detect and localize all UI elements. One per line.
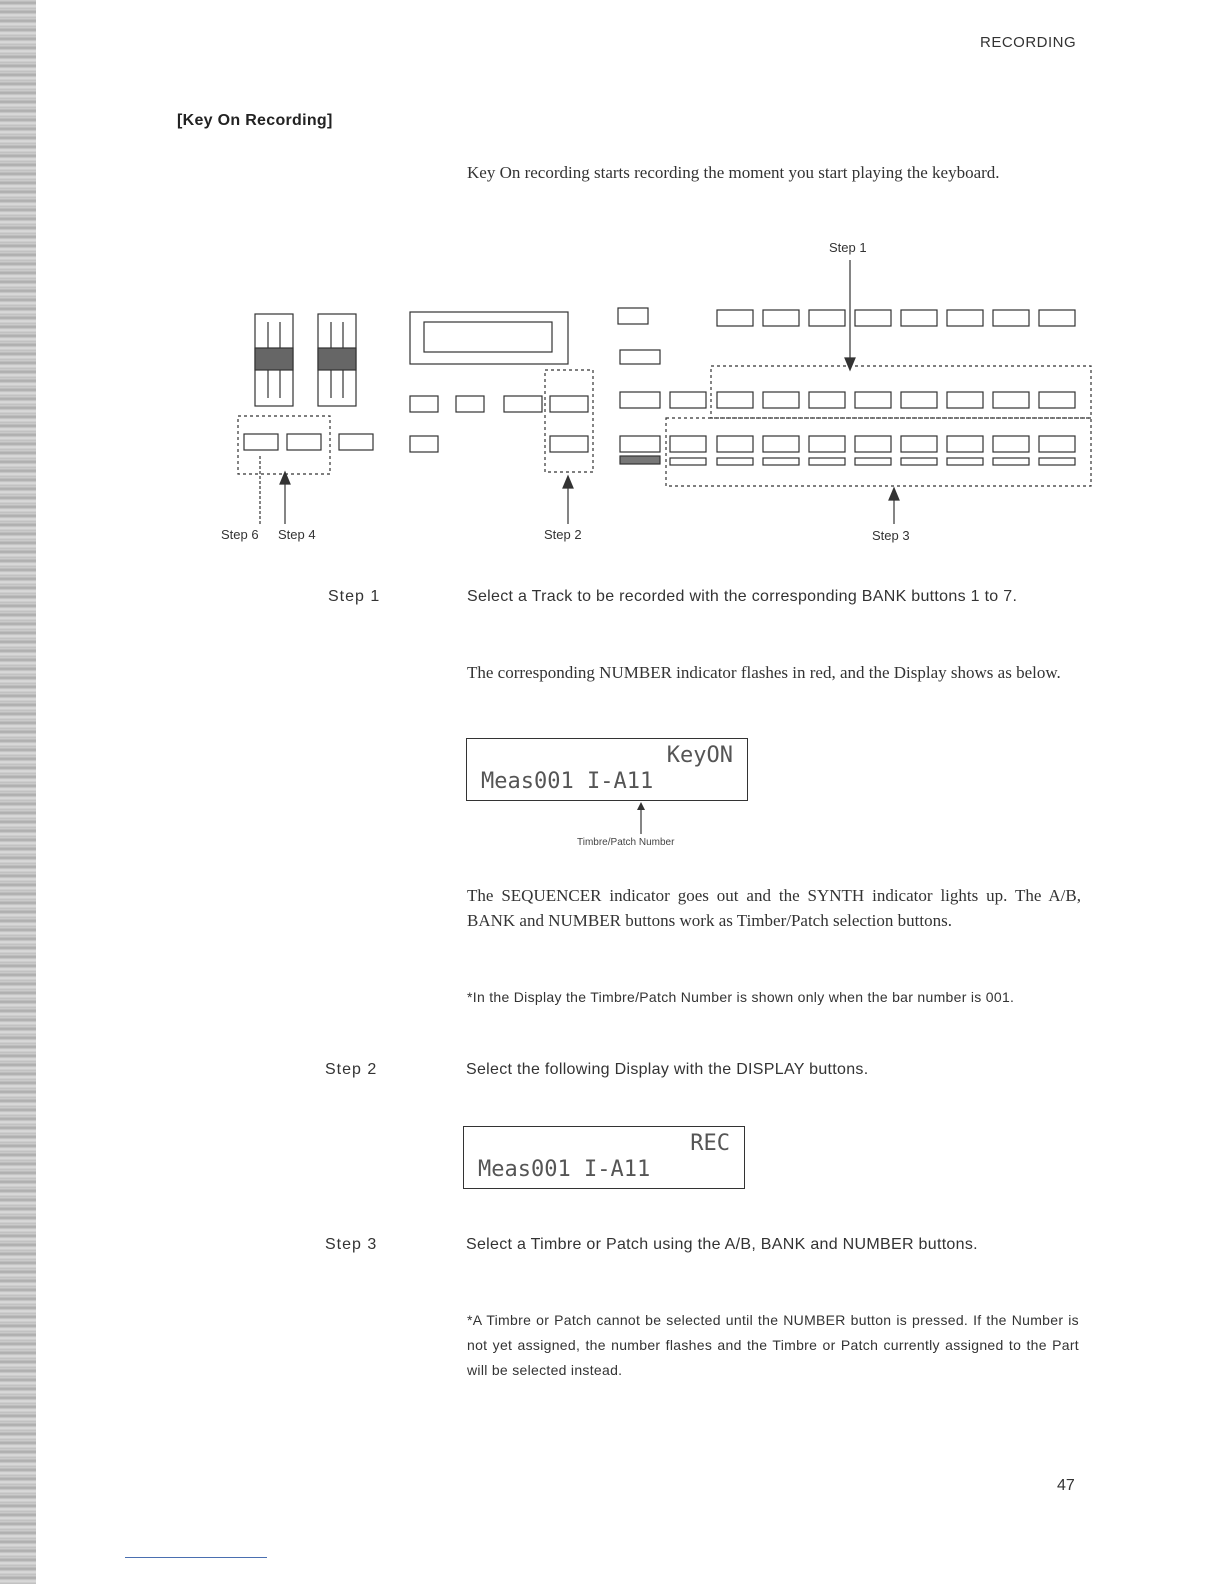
display-line-1: REC xyxy=(690,1131,730,1156)
front-panel-diagram xyxy=(200,232,1100,552)
display-line-2: Meas001 I-A11 xyxy=(478,1157,651,1182)
display-line-2: Meas001 I-A11 xyxy=(481,769,654,794)
step-1-instruction: Select a Track to be recorded with the corresponding BANK buttons 1 to 7. xyxy=(467,588,1018,605)
callout-step-4: Step 4 xyxy=(278,527,316,542)
display-caption: Timbre/Patch Number xyxy=(577,837,675,848)
footer-rule xyxy=(125,1557,267,1558)
value-slider xyxy=(318,314,356,406)
step-1-note: *In the Display the Timbre/Patch Number is shown only when the bar number is 001. xyxy=(467,989,1015,1005)
volume-slider xyxy=(255,314,293,406)
callout-step-2: Step 2 xyxy=(544,527,582,542)
callout-step-3: Step 3 xyxy=(872,528,910,543)
display-line-1: KeyON xyxy=(666,743,733,768)
display-keyon xyxy=(466,738,748,801)
section-title: [Key On Recording] xyxy=(177,112,333,129)
display-rec xyxy=(463,1126,745,1189)
scanned-binding-edge xyxy=(0,0,36,1584)
step-3-note: *A Timbre or Patch cannot be selected until the NUMBER button is pressed. If the Number is not yet assigned, the number flashes and the Timbre or Patch currently assigned to the Part will be selected instead. xyxy=(467,1312,1079,1378)
step-3-label: Step 3 xyxy=(325,1236,378,1253)
callout-step-1: Step 1 xyxy=(829,240,867,255)
step-2-label: Step 2 xyxy=(325,1061,378,1078)
running-header: RECORDING xyxy=(980,34,1077,51)
page-number: 47 xyxy=(1057,1477,1075,1494)
step-2-instruction: Select the following Display with the DISPLAY buttons. xyxy=(466,1061,869,1078)
step-1-detail: The corresponding NUMBER indicator flashes in red, and the Display shows as below. xyxy=(467,663,1061,682)
step-1-after: The SEQUENCER indicator goes out and the SYNTH indicator lights up. The A/B, BANK and NUMBER buttons work as Timber/Patch selection buttons. xyxy=(467,886,1081,930)
step-3-instruction: Select a Timbre or Patch using the A/B, BANK and NUMBER buttons. xyxy=(466,1236,978,1253)
step-1-label: Step 1 xyxy=(328,588,381,605)
callout-step-6: Step 6 xyxy=(221,527,259,542)
intro-paragraph: Key On recording starts recording the moment you start playing the keyboard. xyxy=(467,163,1000,182)
caption-arrow xyxy=(634,800,648,836)
